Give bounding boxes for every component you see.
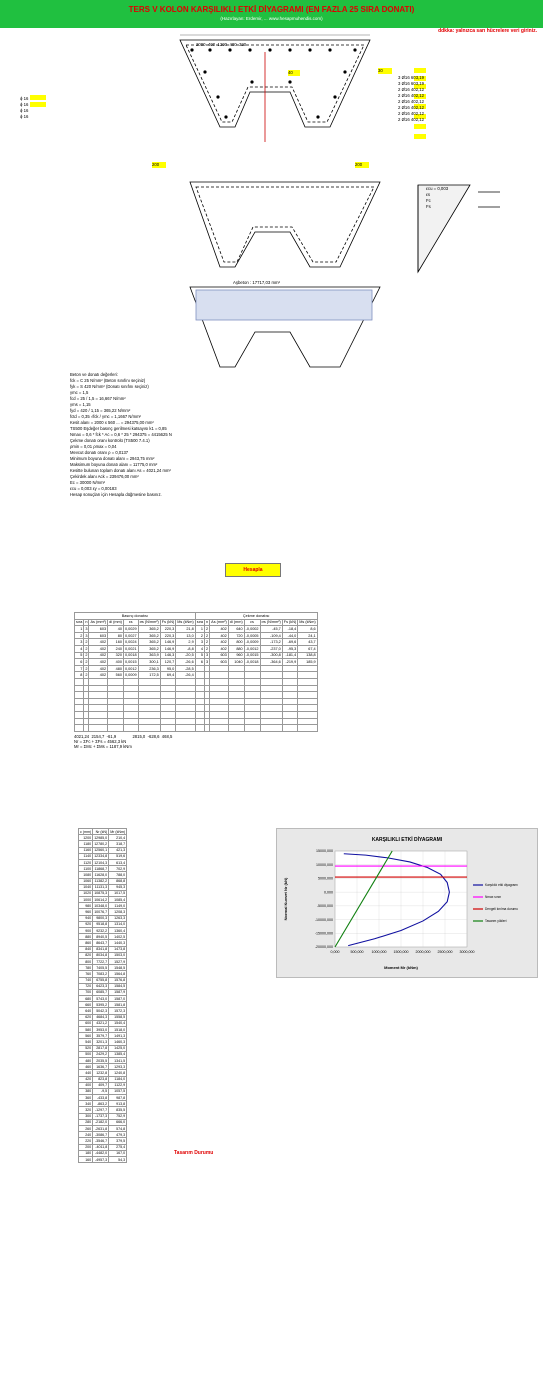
calc-section <box>70 372 330 498</box>
calc-line: Çekirdek alanı Ack = 239476,00 mm² <box>70 474 139 479</box>
x-tick-label: 500,000 <box>350 950 364 954</box>
y-tick-label: 15000,000 <box>316 849 333 854</box>
list-item: 960 10076,7 1208,3 <box>79 909 127 915</box>
list-item: 220 -3546,7 379,5 <box>79 1138 127 1144</box>
list-item: 400 409,7 1122,9 <box>79 1082 127 1088</box>
list-item: 760 7083,2 1564,8 <box>79 971 127 977</box>
calc-line: fcd = 25 / 1,5 = 16,667 N/mm² <box>70 396 126 401</box>
list-item: 740 6755,8 1576,8 <box>79 977 127 983</box>
list-item: 1100 11868,7 702,9 <box>79 866 127 872</box>
x-tick-label: 1000,000 <box>371 950 387 954</box>
bar-row: 2 Ø16 402,12 <box>398 111 425 116</box>
page-subtitle: (Hazırlayan: Erdemir, ... www.hesapmuhendis.com) <box>220 16 323 21</box>
list-item: 1020 10875,3 1017,5 <box>79 890 127 896</box>
list-item: 200 -4011,8 275,4 <box>79 1144 127 1150</box>
concrete-area-label: Aşbeton : 17717,03 mm² <box>233 280 281 285</box>
list-item: 360 -433,8 987,8 <box>79 1095 127 1101</box>
calc-line: Çekme donatı oranı kontrolü (TS500 7.4.1) <box>70 438 150 443</box>
y-tick-label: 0,000 <box>324 890 333 895</box>
table-row: 6 2 402 400 0,0015 300,1 120,7 -26,6 6 3 603 1040 -0,0018 -364,6 -219,9 185,9 <box>75 659 318 666</box>
calc-line: Kesitte bulunan toplam donatı alanı As = 4021,24 mm² <box>70 468 171 473</box>
table-row: 8 2 402 560 0,0009 172,5 69,4 -26,4 <box>75 672 318 679</box>
y-tick-label: 10000,000 <box>316 862 333 867</box>
calc-line: TS500 Eşdeğer basınç gerilmesi katsayısı k1 = 0,85 <box>70 426 167 431</box>
table-row <box>75 725 318 732</box>
app-header <box>0 0 543 28</box>
list-item: 180 -4482,0 167,0 <box>79 1150 127 1156</box>
table-row: 3 2 402 160 0,0024 365,2 146,9 2,9 3 2 402 800 -0,0009 -173,2 -69,6 43,7 <box>75 639 318 646</box>
calc-line: Kesit alanı = 2000 x 560 ... = 294375,00 mm² <box>70 420 154 425</box>
group-left-header: Basınç donatısı <box>75 613 196 620</box>
list-item: 540 3201,3 1460,3 <box>79 1039 127 1045</box>
calc-line: fyd = 420 / 1,15 = 365,22 N/mm² <box>70 408 131 413</box>
y-tick-label: -5000,000 <box>316 904 333 909</box>
table-row <box>75 718 318 725</box>
yellow-input[interactable]: 200 <box>355 162 363 167</box>
list-item: 820 8034,8 1503,0 <box>79 952 127 958</box>
legend-label: Dengeli kırılma durumu <box>485 907 518 912</box>
column-section-top <box>180 35 370 142</box>
list-item: 1160 12560,1 421,3 <box>79 847 127 853</box>
list-item: 940 9800,3 1263,3 <box>79 915 127 921</box>
section-figures <box>0 32 543 372</box>
interaction-chart <box>276 828 538 978</box>
column-section-middle <box>190 182 500 272</box>
list-item: 320 -1297,7 835,5 <box>79 1107 127 1113</box>
list-item: 340 -863,2 913,8 <box>79 1101 127 1107</box>
list-item: 600 4321,2 1540,4 <box>79 1020 127 1026</box>
list-item: 380 -9,5 1057,5 <box>79 1088 127 1094</box>
bar-row: 2 Ø16 402,12 <box>398 99 425 104</box>
y-tick-label: -10000,000 <box>314 917 333 922</box>
calc-line: Mevcut donatı oranı ρ = 0,0137 <box>70 450 129 455</box>
list-item: 660 5395,2 1581,8 <box>79 1002 127 1008</box>
list-item: 1040 11131,3 945,3 <box>79 884 127 890</box>
list-item: 260 -2631,8 574,8 <box>79 1126 127 1132</box>
list-item: 880 8940,5 1402,5 <box>79 934 127 940</box>
yellow-input[interactable]: 30 <box>378 68 383 73</box>
list-item: 1200 12985,0 210,4 <box>79 835 127 841</box>
list-item: 440 1232,8 1240,8 <box>79 1070 127 1076</box>
input-hint: ddkka: yalnızca sarı hücrelere veri giriniz. <box>438 28 537 34</box>
group-right-header: Çekme donatısı <box>195 613 317 620</box>
calculate-button[interactable]: Hesapla <box>225 563 281 577</box>
calc-line: Ec = 30000 N/mm² <box>70 480 106 485</box>
calc-line: fctd = 0,35 √fck / γmc = 1,1667 N/mm² <box>70 414 141 419</box>
calc-line: ρmin = 0,01 ρmax = 0,04 <box>70 444 117 449</box>
list-item: 240 -3086,7 479,3 <box>79 1132 127 1138</box>
table-row <box>75 692 318 699</box>
table-row: 7 2 402 480 0,0012 236,3 95,0 -28,5 <box>75 665 318 672</box>
list-item: 900 9232,2 1360,4 <box>79 928 127 934</box>
list-item: 1000 10614,2 1085,4 <box>79 897 127 903</box>
calc-line: Maksimum boyuna donatı alanı = 11775,0 mm² <box>70 462 158 467</box>
list-item: 580 3953,0 1518,0 <box>79 1027 127 1033</box>
calc-line: fyk = S 420 N/mm² (Donatı sınıfını seçiniz) <box>70 384 149 389</box>
list-item: 1140 12334,8 519,6 <box>79 853 127 859</box>
legend-label: Tasarım yükleri <box>485 919 507 924</box>
calc-line: Minimum boyuna donatı alanı = 2943,75 mm² <box>70 456 155 461</box>
list-item: 620 4684,3 1558,5 <box>79 1014 127 1020</box>
calc-line: fck = C 25 N/mm² (Beton sınıfını seçiniz) <box>70 378 146 383</box>
chart-svg <box>277 829 537 977</box>
list-item: 860 8643,7 1440,3 <box>79 940 127 946</box>
calc-line: Hesap sonuçları için Hesapla düğmesine basınız. <box>70 492 162 497</box>
table-summary: 4021,24 2154,7 -61,9 2815,0 -628,6 468,5 <box>74 733 173 739</box>
steel-table <box>74 612 318 749</box>
list-item: 920 9518,8 1314,0 <box>79 921 127 927</box>
list-item: 420 823,8 1184,0 <box>79 1076 127 1082</box>
legend-label: Karşılıklı etki diyagramı <box>485 883 518 888</box>
list-item: 280 -2182,0 666,0 <box>79 1119 127 1125</box>
column-section-bottom <box>190 287 380 367</box>
x-tick-label: 1500,000 <box>393 950 409 954</box>
list-item: 720 6423,3 1584,5 <box>79 983 127 989</box>
list-item: 700 6085,7 1587,9 <box>79 989 127 995</box>
table-row <box>75 705 318 712</box>
list-item: 520 2817,8 1425,0 <box>79 1045 127 1051</box>
x-tick-label: 0,000 <box>330 950 340 954</box>
list-item: 1120 12104,3 613,4 <box>79 859 127 865</box>
chart-title: KARŞILIKLI ETKİ DİYAGRAMI <box>371 837 443 843</box>
table-row <box>75 678 318 685</box>
legend-label: Nmax sınırı <box>485 895 502 900</box>
top-dimensions: 2000 400 1200 400 320 <box>196 42 247 47</box>
left-bar-labels: ϕ 16 ϕ 16 ϕ 16 ϕ 16 <box>20 96 29 119</box>
bar-row: 2 Ø16 402,12 <box>398 93 425 98</box>
yellow-input[interactable]: 40 <box>288 70 293 75</box>
list-item: 160 -4957,3 54,3 <box>79 1156 127 1162</box>
calc-line: γms = 1,15 <box>70 402 91 407</box>
table-header-row: sıra n As (mm²) di (mm) εs σs (N/mm²) Fs (kN) Ms (kNm) sıra n As (mm²) di (mm) εs σs (N/mm²) Fs (kN) Ms (kNm) <box>76 620 316 625</box>
table-row <box>75 711 318 718</box>
x-tick-label: 2500,000 <box>437 950 453 954</box>
y-tick-label: 5000,000 <box>318 876 333 881</box>
calc-line: εcu = 0,003 εy = 0,00183 <box>70 486 117 491</box>
list-item: 1080 11628,0 788,0 <box>79 872 127 878</box>
list-item: 780 7405,5 1548,5 <box>79 965 127 971</box>
y-tick-label: -15000,000 <box>314 931 333 936</box>
table-row: 5 2 402 320 0,0018 363,9 146,3 -20,5 5 3 603 960 -0,0015 -300,8 -181,4 138,8 <box>75 652 318 659</box>
bar-rows <box>398 75 424 123</box>
page-title: TERS V KOLON KARŞILIKLI ETKİ DİYAGRAMI (EN FAZLA 25 SIRA DONATI) <box>128 5 415 14</box>
calc-line: γmc = 1,5 <box>70 390 89 395</box>
result-line: Nr = ΣFc + ΣFs = 4562,3 kN <box>74 738 127 744</box>
strain-labels: εcu = 0,003 εs Fc Fs <box>426 186 449 209</box>
bar-row: 2 Ø16 402,12 <box>398 117 425 122</box>
design-tag: Tasarım Durumu <box>174 1150 214 1156</box>
bar-row: 3 Ø16 603,19 <box>398 81 425 86</box>
list-item: 500 2429,2 1385,4 <box>79 1051 127 1057</box>
calc-line: Beton ve donatı değerleri: <box>70 372 118 377</box>
list-item: 480 2035,5 1341,5 <box>79 1057 127 1063</box>
list-header-row: c (mm) Nr (kN) Mr (kNm) <box>80 829 126 834</box>
list-item: 980 10348,0 1149,0 <box>79 903 127 909</box>
x-tick-label: 3000,000 <box>459 950 475 954</box>
yellow-input[interactable]: 200 <box>152 162 160 167</box>
bar-row: 2 Ø16 402,12 <box>398 87 425 92</box>
table-row <box>75 685 318 692</box>
calc-line: Nmax = 0,6 * fck * Ac = 0,6 * 25 * 294375 = 4415625 N <box>70 432 172 437</box>
y-tick-label: -20000,000 <box>314 945 333 950</box>
list-item: 680 5743,0 1587,0 <box>79 996 127 1002</box>
list-item: 1180 12780,2 318,7 <box>79 841 127 847</box>
x-tick-label: 2000,000 <box>415 950 431 954</box>
list-item: 1060 11382,2 868,8 <box>79 878 127 884</box>
table-row: 1 3 603 40 0,0029 365,2 220,3 21,8 1 2 402 640 -0,0002 -45,7 -18,4 8,6 <box>75 626 318 633</box>
x-axis-label: Moment Mr (kNm) <box>384 965 418 970</box>
interaction-list <box>78 828 127 1163</box>
list-item: 560 3579,7 1491,3 <box>79 1033 127 1039</box>
result-line: Mr = ΣMc + ΣMs = 1187,9 kNm <box>74 743 132 749</box>
y-axis-label: Normal Kuvvet Nr (kN) <box>283 877 288 921</box>
list-item: 460 1636,7 1293,3 <box>79 1064 127 1070</box>
list-item: 800 7722,7 1527,9 <box>79 958 127 964</box>
table-row <box>75 698 318 705</box>
table-row: 2 3 603 80 0,0027 365,2 220,3 13,0 2 2 402 720 -0,0005 -109,4 -44,0 24,1 <box>75 632 318 639</box>
table-row: 4 2 402 240 0,0021 365,2 146,9 -8,8 4 2 402 880 -0,0012 -237,0 -95,3 67,4 <box>75 645 318 652</box>
list-item: 300 -1737,3 752,9 <box>79 1113 127 1119</box>
bar-row: 3 Ø16 603,19 <box>398 75 425 80</box>
list-item: 840 8341,8 1473,8 <box>79 946 127 952</box>
bar-row: 2 Ø16 402,12 <box>398 105 425 110</box>
list-item: 640 5042,3 1572,3 <box>79 1008 127 1014</box>
